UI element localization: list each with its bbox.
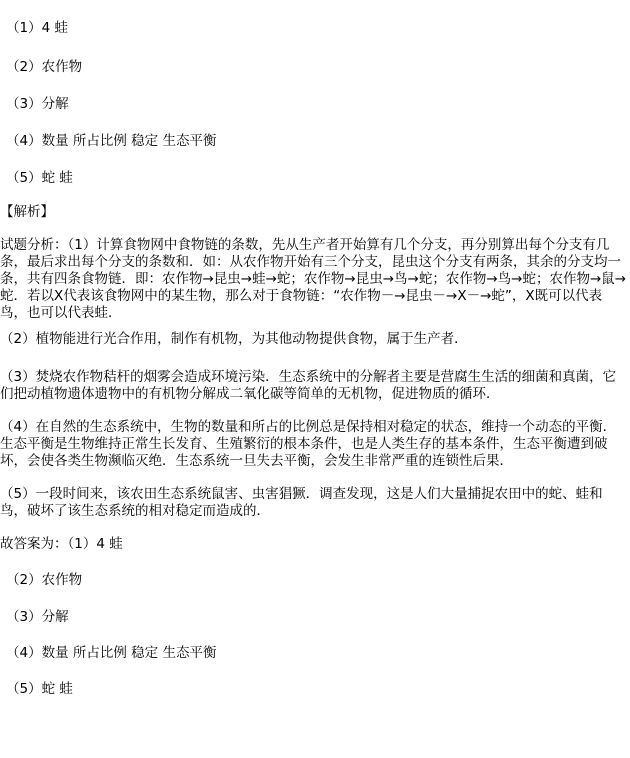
final-answer-line-2: （2）农作物 xyxy=(6,572,83,588)
final-answer-line-4: （4）数量 所占比例 稳定 生态平衡 xyxy=(6,645,217,661)
analysis-paragraph-2: （2）植物能进行光合作用，制作有机物，为其他动物提供食物，属于生产者． xyxy=(0,331,468,347)
analysis-paragraph-5: （5）一段时间来，该农田生态系统鼠害、虫害猖獗．调查发现，这是人们大量捕捉农田中的蛇、蛙和鸟，破坏了该生态系统的相对稳定而造成的． xyxy=(0,486,603,519)
final-answer-line-3: （3）分解 xyxy=(6,609,69,625)
answer-line-4: （4）数量 所占比例 稳定 生态平衡 xyxy=(6,133,217,149)
final-answer-line-5: （5）蛇 蛙 xyxy=(6,681,73,697)
analysis-paragraph-4: （4）在自然的生态系统中，生物的数量和所占的比例总是保持相对稳定的状态，维持一个动态的平衡．生态平衡是生物维持正常生长发育、生殖繁衍的根本条件，也是人类生存的基本条件，生态平衡遭到破坏，会使各类生物濒临灭绝．生态系统一旦失去平衡，会发生非常严重的连锁性后果． xyxy=(0,419,617,469)
answer-line-2: （2）农作物 xyxy=(6,59,83,75)
answer-line-1: （1）4 蛙 xyxy=(6,20,68,36)
final-answer-heading: 故答案为：（1）4 蛙 xyxy=(0,536,123,552)
answer-line-3: （3）分解 xyxy=(6,96,69,112)
analysis-paragraph-1: 试题分析：（1）计算食物网中食物链的条数，先从生产者开始算有几个分支，再分别算出每个分支有几条，最后求出每个分支的条数和．如：从农作物开始有三个分支，昆虫这个分支有两条，其余的分支均一条，共有四条食物链．即：农作物→昆虫→蛙→蛇；农作物→昆虫→鸟→蛇；农作物→鸟→蛇；农作物→鼠→蛇．若以X代表该食物网中的某生物，那么对于食物链：“农作物－→昆虫－→X－→蛇”，X既可以代表鸟，也可以代表蛙． xyxy=(0,237,627,321)
analysis-heading: 【解析】 xyxy=(0,204,54,220)
answer-line-5: （5）蛇 蛙 xyxy=(6,170,73,186)
analysis-paragraph-3: （3）焚烧农作物秸杆的烟雾会造成环境污染．生态系统中的分解者主要是营腐生生活的细菌和真菌，它们把动植物遗体遗物中的有机物分解成二氧化碳等简单的无机物，促进物质的循环． xyxy=(0,369,617,402)
